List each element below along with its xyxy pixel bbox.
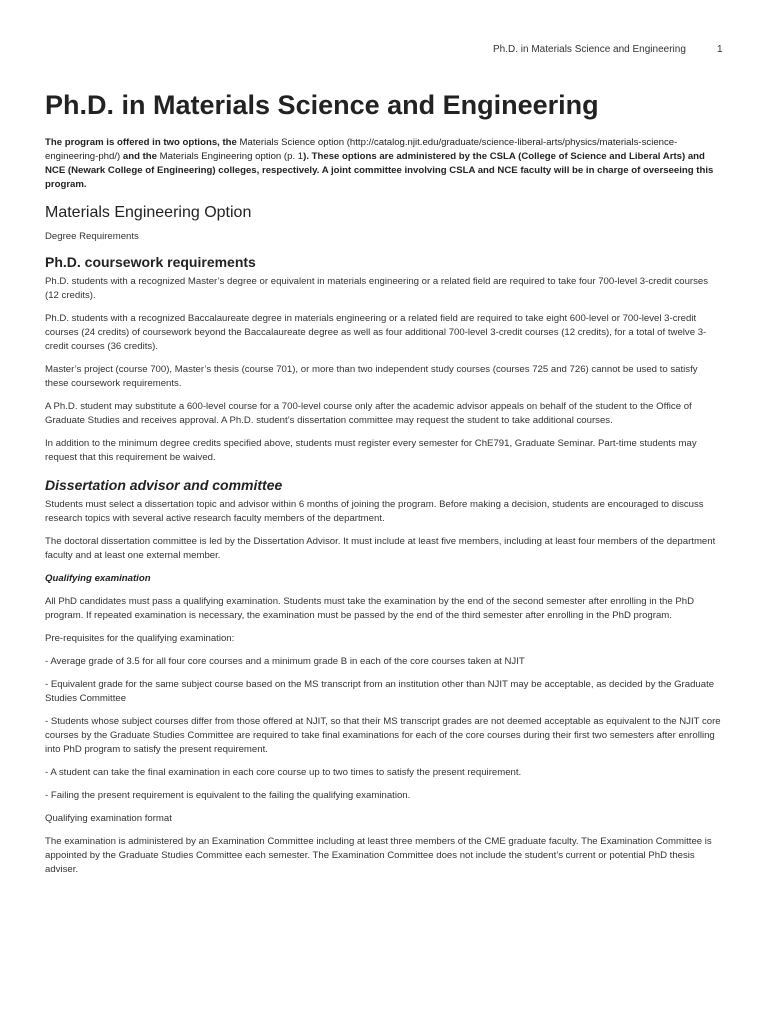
materials-science-option-link[interactable]: Materials Science option (http://catalog.njit.edu/graduate/science-liberal-arts/physics/materials-science-engineering-phd/) bbox=[45, 137, 678, 162]
degree-requirements-label: Degree Requirements bbox=[45, 231, 139, 242]
coursework-paragraph: In addition to the minimum degree credits specified above, students must register every semester for ChE791, Graduate Seminar. Part-time students may request that this requirement be waived. bbox=[45, 438, 697, 463]
coursework-heading: Ph.D. coursework requirements bbox=[45, 254, 256, 270]
intro-text-2: and the bbox=[122, 151, 157, 162]
coursework-paragraph: Ph.D. students with a recognized Master’s degree or equivalent in materials engineering or a related field are required to take four 700-level 3-credit courses (12 credits). bbox=[45, 276, 709, 301]
coursework-paragraph: Master’s project (course 700), Master’s thesis (course 701), or more than two independent study courses (courses 725 and 726) cannot be used to satisfy these coursework requirements. bbox=[45, 364, 698, 389]
dissertation-paragraph: Students must select a dissertation topic and advisor within 6 months of joining the program. Before making a decision, students are encouraged to discuss research topics with several active research faculty members of the department. bbox=[45, 499, 704, 524]
coursework-paragraph: Ph.D. students with a recognized Baccalaureate degree in materials engineering or a related field are required to take eight 600-level or 700-level 3-credit courses (24 credits) of coursework beyond the Baccalaureate degree as well as four additional 700-level 3-credit courses (12 credits), for a total of twelve 3-credit courses (36 credits). bbox=[45, 313, 707, 352]
qualifying-paragraph: - Equivalent grade for the same subject course based on the MS transcript from an institution other than NJIT may be acceptable, as decided by the Graduate Studies Committee bbox=[45, 679, 715, 704]
intro-text-1: The program is offered in two options, the bbox=[45, 137, 237, 148]
qualifying-paragraph: - Average grade of 3.5 for all four core courses and a minimum grade B in each of the core courses taken at NJIT bbox=[45, 656, 525, 667]
qualifying-paragraph: Pre-requisites for the qualifying examination: bbox=[45, 633, 235, 644]
intro-paragraph bbox=[45, 136, 723, 192]
coursework-paragraph: A Ph.D. student may substitute a 600-level course for a 700-level course only after the academic advisor appeals on behalf of the student to the Office of Graduate Studies and receives approval. A Ph.D. student’s dissertation committee may request the student to take additional courses. bbox=[45, 401, 692, 426]
running-header bbox=[0, 44, 768, 58]
page-title: Ph.D. in Materials Science and Engineering bbox=[45, 90, 599, 120]
page-number: 1 bbox=[717, 44, 723, 55]
qualifying-heading: Qualifying examination bbox=[45, 573, 151, 584]
qualifying-paragraph: Qualifying examination format bbox=[45, 813, 172, 824]
qualifying-paragraph: The examination is administered by an Examination Committee including at least three members of the CME graduate faculty. The Examination Committee is appointed by the Graduate Studies Committee each semester. The Examination Committee does not include the student’s current or potential PhD thesis adviser. bbox=[45, 836, 712, 875]
dissertation-paragraph: The doctoral dissertation committee is led by the Dissertation Advisor. It must include at least five members, including at least four members of the department faculty and at least one external member. bbox=[45, 536, 716, 561]
intro-text-3: ). These options are administered by the CSLA (College of Science and Liberal Arts) and NCE (Newark College of Engineering) colleges, respectively. A joint committee involving CSLA and NCE faculty will be in charge of overseeing this program. bbox=[45, 151, 714, 190]
materials-engineering-option-link[interactable]: Materials Engineering option (p. 1 bbox=[157, 151, 304, 162]
dissertation-heading: Dissertation advisor and committee bbox=[45, 477, 283, 493]
qualifying-paragraph: - Failing the present requirement is equivalent to the failing the qualifying examination. bbox=[45, 790, 411, 801]
qualifying-paragraph: All PhD candidates must pass a qualifying examination. Students must take the examination by the end of the second semester after enrolling in the PhD program. If repeated examination is necessary, the examination must be passed by the end of the third semester after enrolling in the PhD program. bbox=[45, 596, 695, 621]
option-heading: Materials Engineering Option bbox=[45, 204, 252, 221]
qualifying-paragraph: - A student can take the final examination in each core course up to two times to satisfy the present requirement. bbox=[45, 767, 522, 778]
qualifying-paragraph: - Students whose subject courses differ from those offered at NJIT, so that their MS transcript grades are not deemed acceptable as equivalent to the NJIT core courses by the Graduate Studies Committee are required to take final examinations for each of the core courses during their first two semesters after enrolling into PhD program to satisfy the present requirement. bbox=[45, 716, 721, 755]
running-header-title: Ph.D. in Materials Science and Engineering bbox=[493, 44, 686, 55]
document-body bbox=[45, 88, 723, 877]
